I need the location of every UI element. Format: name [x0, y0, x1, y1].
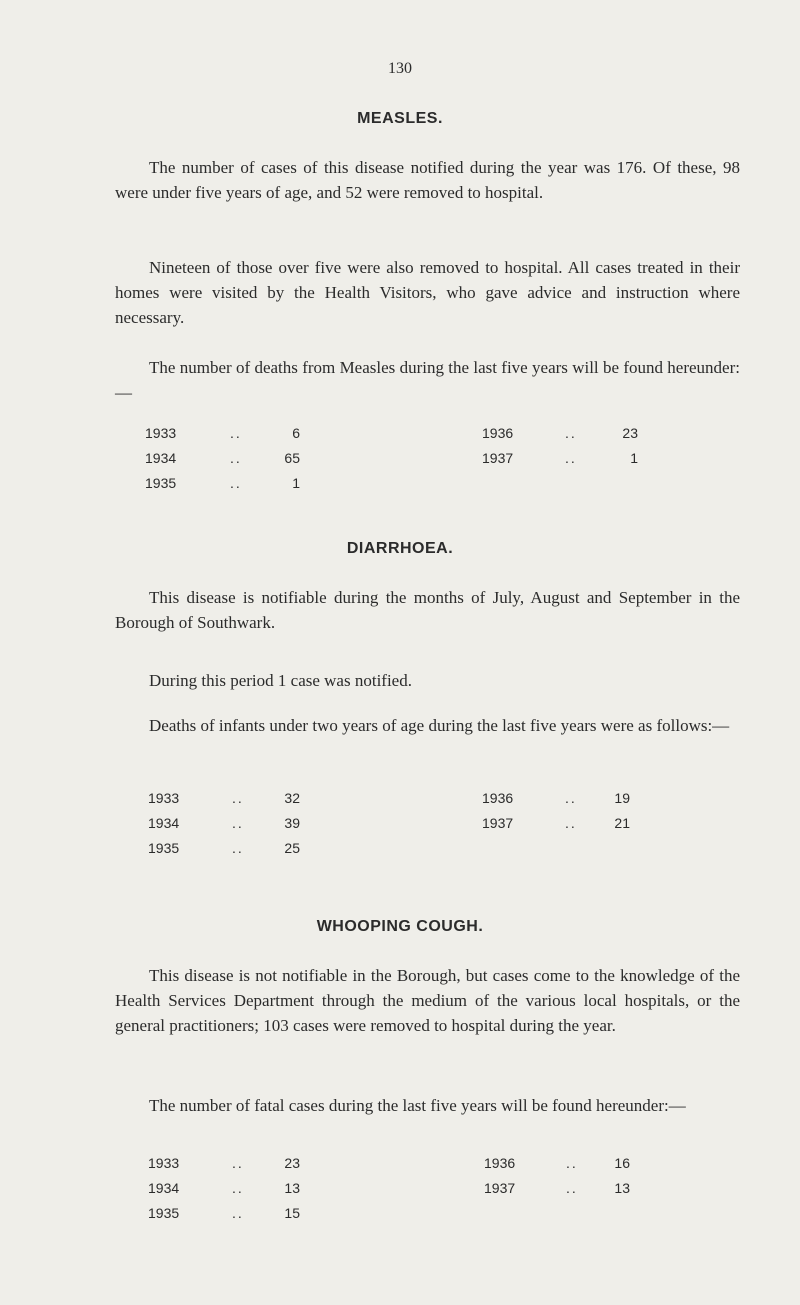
whooping-cough-paragraph-1: This disease is not notifiable in the Borough, but cases come to the knowledge of the Health Services Department through the medium of the various local hospitals, or the general practitioners; 103 cases were removed to hospital during the year.: [115, 966, 740, 1035]
table-value: 19: [614, 790, 630, 806]
table-value: 1: [292, 475, 300, 491]
table-year: 1933: [145, 425, 177, 441]
table-leader: ..: [566, 1180, 578, 1196]
measles-paragraph-1: The number of cases of this disease notified during the year was 176. Of these, 98 were under five years of age, and 52 were removed to hospital.: [115, 158, 740, 202]
measles-heading: MEASLES.: [357, 110, 443, 127]
table-value: 32: [284, 790, 300, 806]
table-leader: ..: [232, 840, 244, 856]
diarrhoea-paragraph-3: Deaths of infants under two years of age during the last five years were as follows:—: [149, 716, 730, 735]
table-value: 21: [614, 815, 630, 831]
table-value: 13: [614, 1180, 630, 1196]
table-leader: ..: [232, 1180, 244, 1196]
table-value: 16: [614, 1155, 630, 1171]
table-value: 23: [284, 1155, 300, 1171]
table-leader: ..: [565, 425, 577, 441]
table-year: 1936: [482, 790, 514, 806]
table-year: 1935: [148, 1205, 180, 1221]
page-number: 130: [388, 60, 412, 77]
table-value: 39: [284, 815, 300, 831]
table-year: 1937: [482, 450, 514, 466]
table-value: 13: [284, 1180, 300, 1196]
table-value: 6: [292, 425, 300, 441]
diarrhoea-paragraph-1: This disease is notifiable during the months of July, August and September in the Borough of Southwark.: [115, 588, 740, 632]
table-year: 1936: [482, 425, 514, 441]
table-leader: ..: [565, 790, 577, 806]
table-leader: ..: [230, 450, 242, 466]
table-year: 1936: [484, 1155, 516, 1171]
table-value: 65: [284, 450, 300, 466]
table-year: 1937: [484, 1180, 516, 1196]
table-year: 1935: [148, 840, 180, 856]
table-leader: ..: [230, 425, 242, 441]
table-value: 23: [622, 425, 638, 441]
table-year: 1934: [145, 450, 177, 466]
table-year: 1934: [148, 815, 180, 831]
table-year: 1934: [148, 1180, 180, 1196]
table-year: 1933: [148, 1155, 180, 1171]
whooping-cough-heading: WHOOPING COUGH.: [316, 918, 484, 935]
table-leader: ..: [566, 1155, 578, 1171]
measles-paragraph-2: Nineteen of those over five were also removed to hospital. All cases treated in their homes were visited by the Health Visitors, who gave advice and instruction where necessary.: [115, 258, 740, 327]
table-value: 1: [630, 450, 638, 466]
table-leader: ..: [565, 450, 577, 466]
table-leader: ..: [565, 815, 577, 831]
table-value: 25: [284, 840, 300, 856]
table-value: 15: [284, 1205, 300, 1221]
table-year: 1933: [148, 790, 180, 806]
table-leader: ..: [232, 1155, 244, 1171]
diarrhoea-heading: DIARRHOEA.: [346, 540, 454, 557]
table-year: 1937: [482, 815, 514, 831]
table-leader: ..: [232, 1205, 244, 1221]
table-leader: ..: [230, 475, 242, 491]
table-year: 1935: [145, 475, 177, 491]
table-leader: ..: [232, 815, 244, 831]
whooping-cough-paragraph-2: The number of fatal cases during the last five years will be found hereunder:—: [149, 1096, 686, 1115]
table-leader: ..: [232, 790, 244, 806]
measles-paragraph-3: The number of deaths from Measles during the last five years will be found hereunder:—: [115, 358, 740, 402]
diarrhoea-paragraph-2: During this period 1 case was notified.: [149, 671, 412, 690]
